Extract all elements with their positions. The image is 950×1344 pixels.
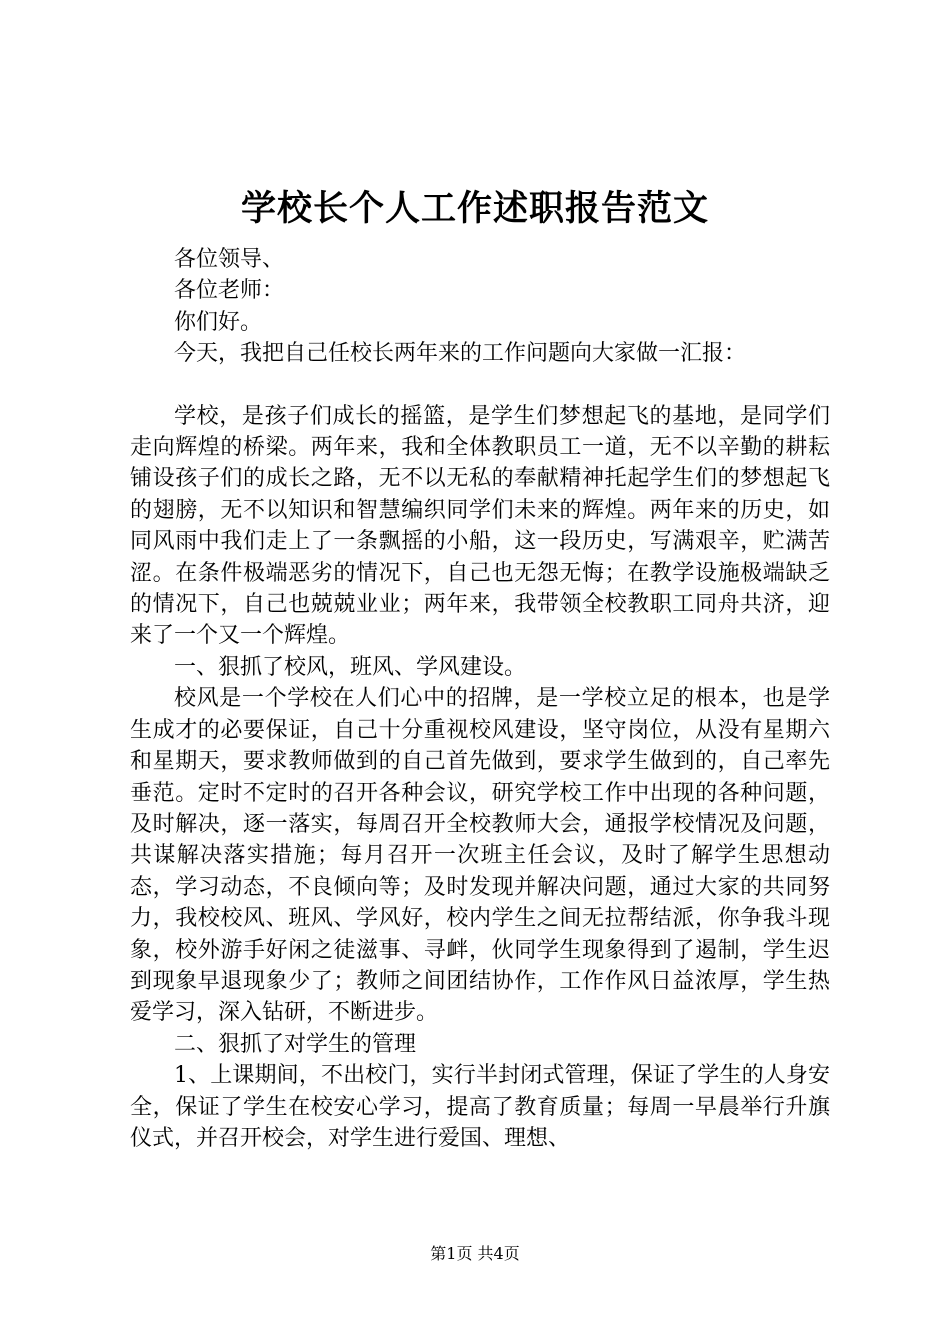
section-heading: 二、狠抓了对学生的管理 — [174, 1031, 417, 1057]
page-number-footer: 第1页 共4页 — [430, 1244, 520, 1263]
section-heading: 一、狠抓了校风，班风、学风建设。 — [174, 654, 527, 680]
body-paragraph: 校风是一个学校在人们心中的招牌，是一学校立足的根本，也是学生成才的必要保证，自己十分重视校风建设，坚守岗位，从没有星期六和星期天，要求教师做到的自己首先做到，要求学生做到的，自己率先垂范。定时不定时的召开各种会议，研究学校工作中出现的各种问题，及时解决，逐一落实，每周召开全校教师大会，通报学校情况及问题，共谋解决落实措施；每月召开一次班主任会议，及时了解学生思想动态，学习动态，不良倾向等；及时发现并解决问题，通过大家的共同努力，我校校风、班风、学风好，校内学生之间无拉帮结派，你争我斗现象，校外游手好闲之徒滋事、寻衅，伙同学生现象得到了遏制，学生迟到现象早退现象少了；教师之间团结协作，工作作风日益浓厚，学生热爱学习，深入钻研，不断进步。 — [130, 686, 830, 1026]
body-paragraph: 1、上课期间，不出校门，实行半封闭式管理，保证了学生的人身安全，保证了学生在校安心学习，提高了教育质量；每周一早晨举行升旗仪式，并召开校会，对学生进行爱国、理想、 — [130, 1063, 830, 1151]
document-title: 学校长个人工作述职报告范文 — [240, 188, 709, 229]
document-body — [130, 244, 830, 1154]
body-paragraph: 学校，是孩子们成长的摇篮，是学生们梦想起飞的基地，是同学们走向辉煌的桥梁。两年来，我和全体教职员工一道，无不以辛勤的耕耘铺设孩子们的成长之路，无不以无私的奉献精神托起学生们的梦想起飞的翅膀，无不以知识和智慧编织同学们未来的辉煌。两年来的历史，如同风雨中我们走上了一条飘摇的小船，这一段历史，写满艰辛，贮满苦涩。在条件极端恶劣的情况下，自己也无怨无悔；在教学设施极端缺乏的情况下，自己也兢兢业业；两年来，我带领全校教职工同舟共济，迎来了一个又一个辉煌。 — [130, 403, 830, 649]
salutation-leaders: 各位领导、 — [174, 247, 285, 272]
greeting: 你们好。 — [174, 309, 263, 335]
intro-paragraph: 今天，我把自己任校长两年来的工作问题向大家做一汇报： — [174, 341, 747, 367]
salutation-teachers: 各位老师： — [174, 278, 285, 304]
